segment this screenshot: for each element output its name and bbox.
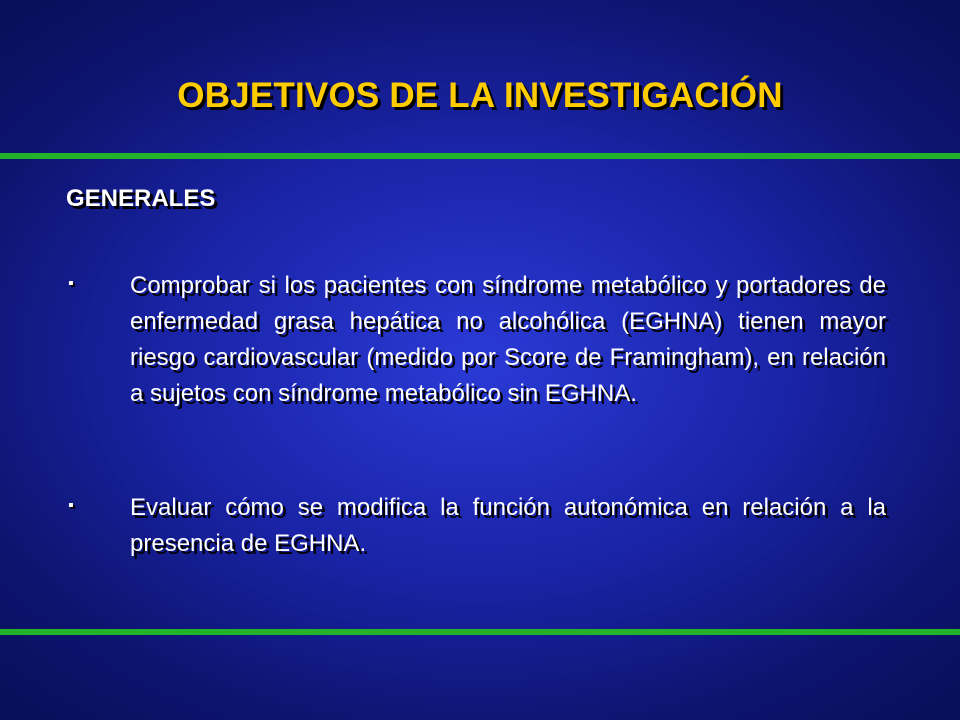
slide-title: OBJETIVOS DE LA INVESTIGACIÓN [177,76,783,115]
bottom-divider [0,629,960,635]
square-bullet-icon: ▪ [68,275,74,292]
section-heading: GENERALES [66,185,216,212]
bullet-text: Comprobar si los pacientes con síndrome metabólico y portadores de enfermedad grasa hepática no alcohólica (EGHNA) tienen mayor riesgo cardiovascular (medido por Score de Framingham), en relación a sujetos con síndrome metabólico sin EGHNA. [130,272,886,407]
bullet-item [66,268,886,412]
square-bullet-icon: ▪ [68,497,74,514]
top-divider [0,153,960,159]
bullet-item [66,490,886,562]
bullet-text: Evaluar cómo se modifica la función autonómica en relación a la presencia de EGHNA. [130,494,886,557]
